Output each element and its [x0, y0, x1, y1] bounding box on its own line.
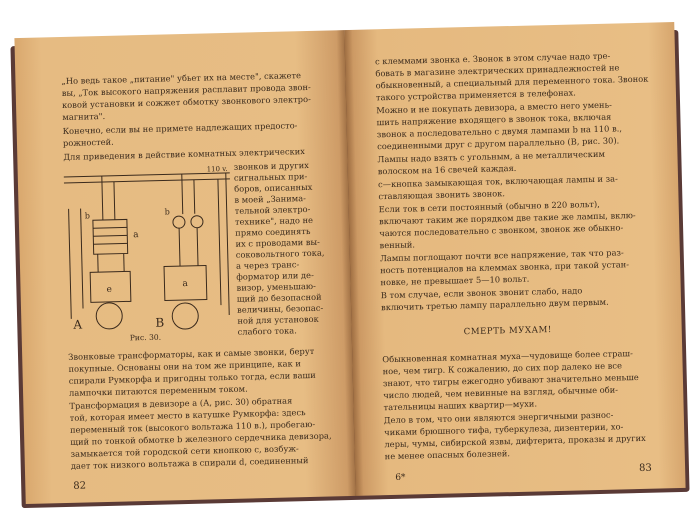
side-line: визор, уменьшаю-	[236, 280, 316, 293]
right-top-line: В том случае, если звонок звонит слабо, надо	[380, 285, 583, 301]
right-top-line: чаются последовательно с звонком, звонок же обыкно-	[379, 222, 624, 239]
left-bottom-line: той, которая имеет место в катушке Румкорфа: здесь	[69, 407, 306, 423]
left-bottom-line: спирали Румкорфа и пригодны только тогда, если ваши	[68, 369, 316, 386]
page-number-right: 83	[638, 462, 652, 474]
right-top-line: шить напряжение входящего в звонок тока, включая	[376, 111, 612, 128]
right-top-line: обыкновенный, а специальный для переменного тока. Звонок	[375, 73, 649, 91]
side-line: в моей „Занима-	[234, 193, 307, 205]
left-top-line: вы, „Ток высокого напряжения расплавит провода звон-	[61, 81, 311, 98]
right-page	[344, 22, 685, 496]
side-line: сигнальных при-	[233, 171, 308, 183]
left-top-line: „Но ведь такое „питание" убьет их на месте", скажете	[61, 70, 302, 86]
right-bottom-line: чиками брюшного тифа, туберкулеза, дизентерии, хо-	[384, 421, 624, 438]
fig-label-b: b	[84, 211, 91, 221]
side-line: звонков и других	[233, 159, 309, 172]
left-page	[14, 30, 355, 504]
side-line: ной для установок	[237, 313, 319, 326]
left-top-line: ковой установки и сожжет обмотку звонкового электро-	[61, 93, 311, 110]
left-bottom-line: дает ток низкого вольтажа в спирали d, соединенный	[70, 455, 309, 471]
signature-mark: 6*	[395, 472, 406, 483]
right-top-line: соединенными друг с другом параллельно (В, рис. 30).	[377, 135, 620, 152]
right-top-line: Можно и не покупать девизора, а вместо него умень-	[376, 99, 612, 116]
voltage-label: 110 v.	[206, 164, 228, 174]
figure-intro-line: Для приведения в действие комнатных электрических	[63, 146, 306, 162]
side-line: технике", надо не	[234, 214, 314, 227]
fig-label-e: e	[106, 284, 113, 295]
side-line: прямо соединять	[235, 225, 311, 238]
side-line: величины, безопас-	[236, 302, 324, 315]
left-top-line: Конечно, если вы не примете надлежащих предосто-	[62, 120, 298, 136]
left-bottom-line: Звонковые трансформаторы, как и самые звонки, берут	[68, 345, 315, 362]
right-bottom-line: не менее опасных болезней.	[384, 448, 511, 462]
left-bottom-line: замыкается той городской сети кнопкою c, возбуж-	[70, 443, 299, 459]
right-top-line: Лампы поглощают почти все напряжение, так что раз-	[379, 247, 624, 264]
left-bottom-line: покупные. Основаны они на том же принципе, как и	[68, 358, 301, 374]
side-line: слабого тока.	[237, 325, 297, 337]
left-top-line: магнита".	[62, 110, 106, 122]
right-top-line: Лампы надо взять с угольным, а не металлическим	[377, 148, 606, 165]
left-bottom-line: лампочки питаются переменным током.	[68, 383, 248, 398]
right-bottom-line: Дело в том, что они являются энергичными разнос-	[383, 409, 614, 426]
fig-label-B: B	[155, 315, 165, 330]
side-line: их с проводами вы-	[235, 236, 320, 249]
fig-label-A: A	[73, 317, 83, 332]
right-top-line: звонок a последовательно с двумя лампами b на 110 в.,	[376, 123, 623, 140]
side-line: тельной электро-	[234, 203, 311, 216]
right-bottom-line: леры, чумы, сибирской язвы, дифтерита, проказы и других	[384, 432, 646, 450]
right-top-line: включают таким же порядком две такие же лампы, вклю-	[378, 210, 636, 227]
right-top-line: волоском на 16 свечей каждая.	[377, 162, 517, 177]
section-heading: СМЕРТЬ МУХАМ!	[463, 325, 552, 338]
left-top-line: рожностей.	[62, 136, 114, 148]
fig-label-a: a	[133, 230, 139, 241]
open-book	[14, 22, 685, 504]
right-top-line: c—кнопка замыкающая ток, включающая лампы и за-	[377, 173, 618, 190]
left-bottom-line: переменный ток (высокого вольтажа 110 в.), пробегаю-	[69, 418, 316, 435]
fig-label-a2: a	[182, 278, 188, 290]
page-number-left: 82	[73, 480, 87, 492]
left-bottom-line: Трансформация в девизоре a (А, рис. 30) обратная	[69, 395, 293, 411]
right-top-line: ставляющая звонить звонок.	[378, 188, 506, 202]
fig-label-b2: b	[164, 207, 170, 217]
right-top-line: новке, не превышает 5—10 вольт.	[380, 273, 530, 288]
right-bottom-line: ное, чем тигр. К сожалению, до сих пор далеко не все	[382, 360, 623, 377]
right-top-line: венный.	[379, 239, 416, 251]
right-top-line: включить третью лампу параллельно двум первым.	[380, 296, 609, 313]
right-top-line: Если ток в сети постоянный (обычно в 220 вольт),	[378, 198, 600, 215]
right-bottom-line: число людей, чем невинные на взгляд, обычные оби-	[383, 384, 619, 401]
right-bottom-line: тательницы наших квартир—мухи.	[383, 398, 538, 413]
right-top-line: с клеммами звонка e. Звонок в этом случае надо тре-	[374, 50, 611, 67]
right-top-line: такого устройства применяется в телефонах.	[375, 87, 576, 103]
circuit-figure	[62, 165, 236, 337]
side-line: соковольтного тока,	[235, 247, 325, 260]
right-bottom-line: знают, что тигры ежегодно убивают значительно меньше	[382, 371, 639, 389]
side-line: форматор или де-	[236, 269, 314, 282]
right-top-line: бовать в магазине электрических принадлежностей не	[375, 62, 620, 79]
figure-caption: Рис. 30.	[129, 332, 162, 343]
left-bottom-line: щий по тонкой обмотке b железного сердечника девизора,	[70, 430, 332, 447]
side-line: а через транс-	[235, 259, 300, 271]
side-line: щий до безопасной	[236, 291, 322, 304]
right-bottom-line: Обыкновенная комнатная муха—чудовище более страш-	[382, 348, 633, 365]
right-top-line: ность потенциалов на клеммах звонка, при такой устан-	[380, 259, 630, 276]
side-line: боров, описанных	[234, 181, 313, 194]
